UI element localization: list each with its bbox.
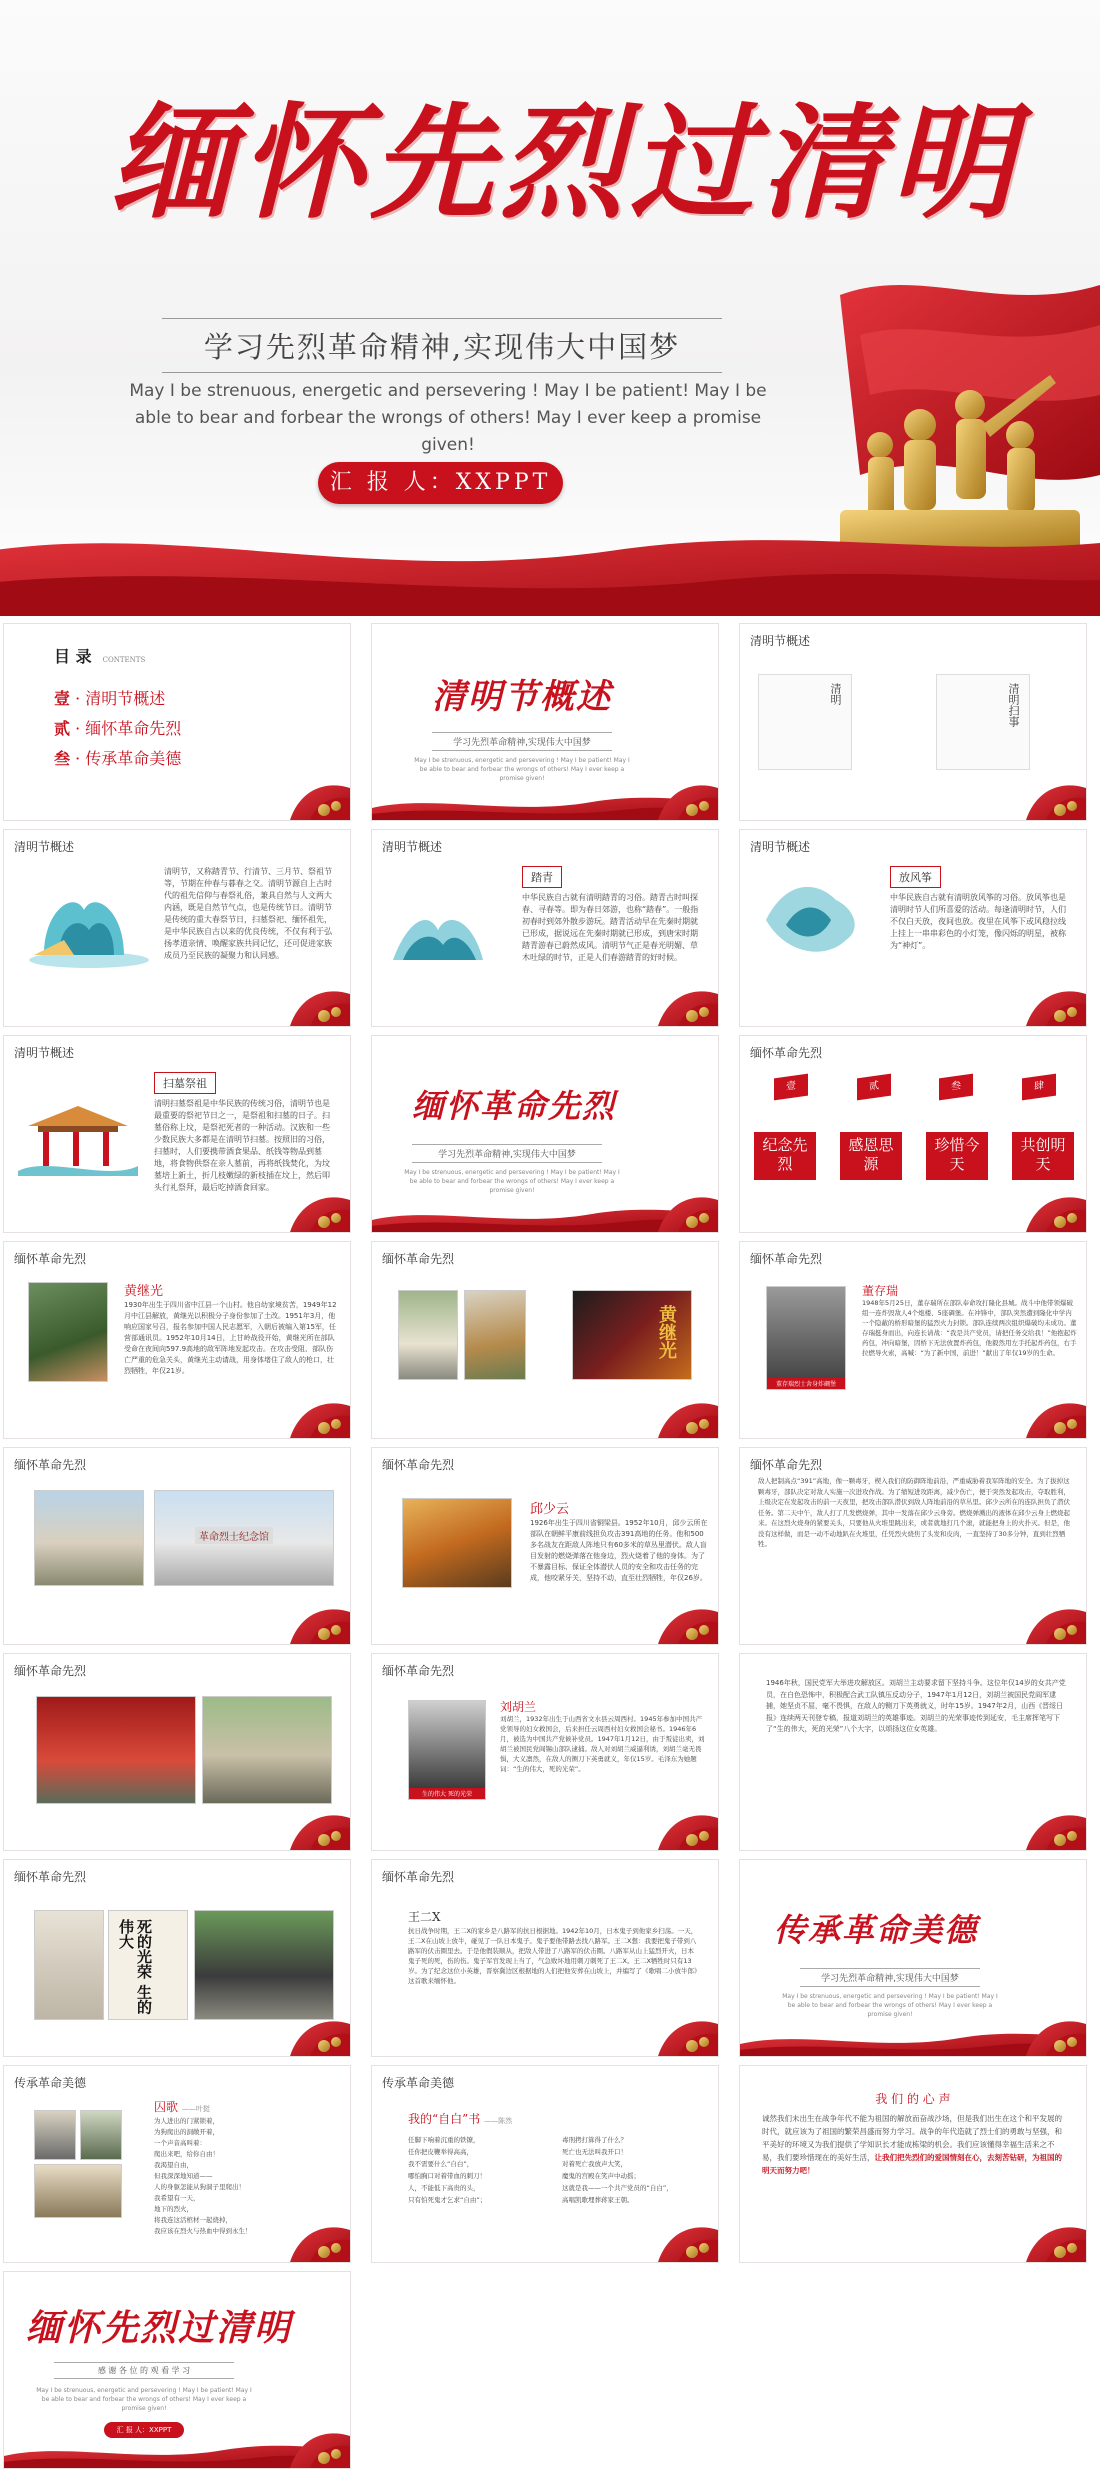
toc-item[interactable]: 叁 · 传承革命美德 [54,749,182,768]
corner-decoration [280,1192,350,1232]
card-3[interactable]: 珍惜今天 [926,1132,988,1180]
cover-slide [0,0,1100,616]
slide-label: 缅怀革命先烈 [382,1252,455,1266]
slide-label: 传承革命美德 [14,2076,87,2090]
s5-text: 中华民族自古就有清明踏青的习俗。踏青古时叫探春、寻春等。即为春日郊游，也称“踏春”。一般指初春时到郊外散步游玩。踏青活动早在先秦时期就已形成，据说远在先秦时期就已形成，到唐宋时期踏青游春已蔚然成风。清明节气正是春光明媚、草木吐绿的时节，正是人们春游踏青的好时候。 [522,893,699,962]
calligraphy-text: 死的光荣 生的伟大 [117,1919,153,2015]
s22-title: 囚歌 ——叶挺 [154,2100,210,2114]
corner-decoration [648,2016,718,2056]
slide-section1[interactable] [372,624,718,820]
slide-label: 清明节概述 [750,634,811,648]
flag-2: 贰 [857,1074,891,1101]
toc-item[interactable]: 壹 · 清明节概述 [54,689,166,708]
s23-left: 任脚下响着沉重的铁镣， 任你把皮鞭举得高高， 我不需要什么“自白”， 哪怕胸口对着带血的刺刀！ 人，不能低下高贵的头， 只有怕死鬼才乞求“自由”； [408,2136,487,2204]
ending-reporter-button[interactable]: 汇 报 人：XXPPT [104,2422,184,2438]
monument-photo [36,1696,196,1804]
stamp-2 [80,2110,122,2160]
slide-17[interactable] [372,1654,718,1850]
slide-14[interactable] [372,1448,718,1644]
slide-13[interactable] [4,1448,350,1644]
corner-decoration [648,1398,718,1438]
flag-1: 壹 [774,1074,808,1101]
slide-label: 缅怀革命先烈 [14,1458,87,1472]
qiu-shaoyun-painting [402,1498,512,1588]
s10-name: 黄继光 [124,1284,164,1299]
s17-text: 刘胡兰，1932年出生于山西省文水县云周西村。1945年参加中国共产党领导的妇女救国会，后来担任云周西村妇女救国会秘书。1946年6月，被选为中国共产党候补党员。1947年1月12日，由于叛徒出卖，刘胡兰被国民党阎锡山部队逮捕。敌人对刘胡兰威逼利诱，刘胡兰毫无畏惧，大义凛然，在敌人的铡刀下英勇就义，年仅15岁。毛泽东为她题词：“生的伟大，死的光荣”。 [500,1715,705,1773]
corner-decoration [648,1604,718,1644]
corner-decoration [280,1604,350,1644]
slide-label: 缅怀革命先烈 [382,1458,455,1472]
corner-decoration [648,2222,718,2262]
slide-label: 缅怀革命先烈 [750,1046,823,1060]
s23-right: 毒刑拷打算得了什么？ 死亡也无法叫我开口！ 对着死亡我放声大笑， 魔鬼的宫殿在笑声中动摇； 这就是我——一个共产党员的“自白”， 高唱凯歌埋葬蒋家王朝。 [562,2136,673,2204]
slide-10[interactable] [4,1242,350,1438]
slide-6[interactable] [740,830,1086,1026]
corner-decoration [648,1810,718,1850]
corner-decoration [1016,1810,1086,1850]
s7-head: 扫墓祭祖 [154,1072,216,1094]
corner-decoration [1016,2016,1086,2056]
book-cover-photo [572,1290,692,1380]
slide-label: 缅怀革命先烈 [14,1252,87,1266]
slide-section3[interactable] [740,1860,1086,2056]
s12-name: 董存瑞 [862,1284,899,1298]
card-2[interactable]: 感恩思源 [840,1132,902,1180]
slide-label: 缅怀革命先烈 [750,1252,823,1266]
section3-english: May I be strenuous, energetic and persevering ! May I be patient! May I be able to bear and forbear the wrongs of others! May I ever keep a promise given! [782,1993,998,2018]
s14-name: 邱少云 [530,1502,570,1517]
cover-red-wave [0,496,1100,616]
corner-decoration [280,2428,350,2468]
landscape-illustration [388,890,488,970]
s12-text: 1948年5月25日，董存瑞所在部队奉命攻打隆化县城。战斗中他带领爆破组一连炸毁敌人4个炮楼、5座碉堡。在冲锋中，部队突然遭到隆化中学内一个隐蔽的桥形暗堡的猛烈火力封锁。部队连续两次组织爆破均未成功。董存瑞挺身而出，向连长请战：“我是共产党员，请把任务交给我！”他抱起炸药包，冲向暗堡，因桥下无法放置炸药包，他毅然用左手托起炸药包，右手拉燃导火索，高喊：“为了新中国，前进！”献出了年仅19岁的生命。 [862,1299,1077,1357]
slide-24[interactable] [740,2066,1086,2262]
soldier-photo [464,1290,526,1380]
slide-7[interactable] [4,1036,350,1232]
flag-3: 叁 [939,1074,973,1101]
s18-text: 1946年秋，国民党军大举进攻解放区。刘胡兰主动要求留下坚持斗争。这位年仅14岁的女共产党员，在白色恐怖中，积极配合武工队镇压反动分子，1947年1月12日，刘胡兰被国民党阎军逮捕，她坚贞不屈，毫不畏惧，在敌人的铡刀下英勇就义，时年15岁。1947年2月，山西《晋绥日报》连续两天刊登专稿，报道刘胡兰的英雄事迹。刘胡兰的光荣事迹传到延安，毛主席挥笔写下了“生的伟大，死的光荣”八个大字，以颂扬这位女英雄。 [766,1679,1066,1733]
tomb-photo [202,1696,332,1804]
liu-hulan-photo [408,1700,486,1800]
slide-label: 清明节概述 [750,840,811,854]
s17-name: 刘胡兰 [500,1700,537,1714]
slide-label: 清明节概述 [14,1046,75,1060]
card-4[interactable]: 共创明天 [1012,1132,1074,1180]
card-row [754,1132,1074,1180]
slide-3[interactable] [740,624,1086,820]
bust-photo [34,1910,104,2020]
toc-list [54,684,181,774]
slide-20[interactable] [372,1860,718,2056]
section1-english: May I be strenuous, energetic and persevering ! May I be patient! May I be able to bear and forbear the wrongs of others! May I ever keep a promise given! [414,757,630,782]
ending-title: 缅怀先烈过清明 [26,2307,293,2349]
corner-decoration [280,986,350,1026]
ending-subtitle: 感 谢 各 位 的 观 看 学 习 [54,2362,234,2379]
corner-decoration [280,1398,350,1438]
scroll-card-1: 清明 [758,674,852,770]
flag-4: 肆 [1022,1074,1056,1101]
slide-9[interactable] [740,1036,1086,1232]
slide-section2[interactable] [372,1036,718,1232]
flag-row [750,1076,1080,1098]
s7-text: 清明扫墓祭祖是中华民族的传统习俗，清明节也是最重要的祭祀节日之一，是祭祖和扫墓的日子。扫墓俗称上坟，是祭祀死者的一种活动。汉族和一些少数民族大多都是在清明节扫墓。按照旧的习俗，扫墓时，人们要携带酒食果品、纸钱等物品到墓地，将食物供祭在亲人墓前，再将纸钱焚化，为坟墓培上新土，折几枝嫩绿的新枝插在坟上，然后叩头行礼祭拜，最后吃掉酒食回家。 [154,1099,330,1192]
corner-decoration [648,986,718,1026]
kite-illustration [756,870,866,970]
s10-text: 1930年出生于四川省中江县一个山村。他自幼家境贫苦，1949年12月中江县解放，黄继光以积极分子身份参加了土改。1951年3月，他响应国家号召，报名参加中国人民志愿军，入朝后被编入第15军，任营部通讯员。1952年10月14日，上甘岭战役开始，黄继光所在部队受命在夜间向597.9高地的敌军阵地发起攻击。在攻击受阻、部队伤亡严重的危急关头，黄继光主动请战，用身体堵住了敌人的枪口，壮烈牺牲，年仅21岁。 [124,1301,337,1375]
slide-4[interactable] [4,830,350,1026]
slide-label: 清明节概述 [14,840,75,854]
s14-text: 1926年出生于四川省铜梁县。1952年10月，邱少云所在部队在朝鲜平康前线担负攻击391高地的任务。他和500多名战友在距敌人阵地只有60多米的草丛里潜伏。敌人盲目发射的燃烧弹落在他身边，烈火烧着了他的身体。为了不暴露目标、保证全体潜伏人员的安全和攻击任务的完成，他咬紧牙关，坚持不动，直至壮烈牺牲，年仅26岁。 [530,1519,708,1582]
memorial-photo [398,1290,458,1380]
slide-label: 传承革命美德 [382,2076,455,2090]
pavilion-illustration [24,870,154,970]
corner-decoration [280,1810,350,1850]
statue-square-photo [34,1490,144,1586]
slide-label: 缅怀革命先烈 [382,1870,455,1884]
photo-caption: 生的伟大 死的光荣 [409,1788,485,1799]
slide-23[interactable] [372,2066,718,2262]
card-1[interactable]: 纪念先烈 [754,1132,816,1180]
stamp-1 [34,2110,76,2160]
s20-name: 王二X [408,1910,441,1924]
stamp-3 [34,2164,122,2218]
slide-ending[interactable] [4,2272,350,2468]
slide-12[interactable] [740,1242,1086,1438]
corner-decoration [1016,1604,1086,1644]
huang-jiguang-photo [28,1282,108,1382]
corner-decoration [280,2222,350,2262]
dong-cunrui-photo [766,1286,846,1390]
slide-label: 缅怀革命先烈 [14,1664,87,1678]
slide-19[interactable] [4,1860,350,2056]
s24-title: 我 们 的 心 声 [875,2092,951,2106]
museum-plaque: 革命烈士纪念馆 [195,1527,273,1544]
slide-label: 清明节概述 [382,840,443,854]
section1-subtitle: 学习先烈革命精神,实现伟大中国梦 [432,732,612,751]
slide-16[interactable] [4,1654,350,1850]
gravestone-photo [194,1910,334,2020]
corner-decoration [280,780,350,820]
scroll-card-2: 清明扫事 [936,674,1030,770]
s23-title: 我的“自白”书 ——陈然 [408,2112,513,2126]
temple-illustration [18,1096,138,1176]
corner-decoration [648,1192,718,1232]
photo-caption: 董存瑞烈士舍身炸碉堡 [767,1378,845,1389]
corner-decoration [1016,986,1086,1026]
museum-photo [154,1490,334,1586]
s22-poem: 为人进出的门紧锁着， 为狗爬出的洞敞开着， 一个声音高叫着： 爬出来吧，给你自由！ 我渴望自由， 但我深深地知道—— 人的身躯怎能从狗洞子里爬出！ 我希望有一天， 地下的烈火， 将我连这活棺材一起烧掉， 我应该在烈火与热血中得到永生！ [154,2117,252,2235]
s6-text: 中华民族自古就有清明放风筝的习俗。放风筝也是清明时节人们所喜爱的活动。每逢清明时节，人们不仅白天放，夜间也放。夜里在风筝下或风稳拉线上挂上一串串彩色的小灯笼，像闪烁的明星，被称为“神灯”。 [890,893,1066,950]
corner-decoration [1016,780,1086,820]
corner-decoration [1016,1398,1086,1438]
toc-title-en: CONTENTS [102,656,146,664]
section2-english: May I be strenuous, energetic and persevering ! May I be patient! May I be able to bear and forbear the wrongs of others! May I ever keep a promise given! [404,1169,620,1194]
s5-head: 踏青 [522,866,562,888]
slide-label: 缅怀革命先烈 [14,1870,87,1884]
toc-title: 目 录 [54,647,92,666]
toc-item[interactable]: 贰 · 缅怀革命先烈 [54,719,182,738]
slide-18[interactable] [740,1654,1086,1850]
section2-subtitle: 学习先烈革命精神,实现伟大中国梦 [412,1144,602,1163]
corner-decoration [1016,1192,1086,1232]
calligraphy-photo [108,1910,188,2020]
s20-text: 抗日战争时期，王二X的家乡是八路军的抗日根据地。1942年10月，日本鬼子到他家乡扫荡。一天，王二X在山坡上放牛，碰见了一队日本鬼子。鬼子要他带路去找八路军。王二X想：我要把鬼子带到八路军的伏击圈里去。于是他假装顺从，把敌人带进了八路军的伏击圈。八路军从山上猛烈开火，日本鬼子死的死，伤的伤。鬼子军官发现上当了，气急败坏地用刺刀刺死了王二X。王二X牺牲时只有13岁。为了纪念这位小英雄，晋察冀边区根据地的人们把他安葬在山坡上，并编写了《歌唱二小放牛郎》这首歌来缅怀他。 [408,1927,698,1985]
cover-english: May I be strenuous, energetic and persevering ! May I be patient! May I be able to bear and forbear the wrongs of others! May I ever keep a promise given! [129,381,767,455]
cover-title: 缅怀先烈过清明 [110,91,1021,236]
section1-title: 清明节概述 [432,677,612,717]
section3-subtitle: 学习先烈革命精神,实现伟大中国梦 [800,1968,980,1987]
s4-text: 清明节，又称踏青节、行清节、三月节、祭祖节等，节期在仲春与暮春之交。清明节源自上古时代的祖先信仰与春祭礼俗，兼具自然与人文两大内涵，既是自然节气点，也是传统节日。清明节是传统的重大春祭节日，扫墓祭祀、缅怀祖先，是中华民族自古以来的优良传统，不仅有利于弘扬孝道亲情、唤醒家族共同记忆，还可促进家族成员乃至民族的凝聚力和认同感。 [164,867,332,960]
section2-title: 缅怀革命先烈 [412,1087,617,1125]
slide-15[interactable] [740,1448,1086,1644]
corner-decoration [648,780,718,820]
corner-decoration [1016,2222,1086,2262]
s24-highlight: 让我们把先烈们的爱国情刻在心，去刻苦钻研，为祖国的明天而努力吧！ [762,2153,1062,2175]
cover-subtitle: 学习先烈革命精神,实现伟大中国梦 [162,318,722,373]
section3-title: 传承革命美德 [774,1911,979,1949]
cover-reporter-button[interactable]: 汇 报 人：XXPPT [318,462,563,504]
s24-text: 诚然我们未出生在战争年代不能为祖国的解放而奋战沙场，但是我们出生在这个和平发展的时代，就应该为了祖国的繁荣昌盛而努力学习。战争的年代造就了烈士们的勇敢与坚强，和平美好的环境又为我们提供了学知识长才能成栋梁的机会。我们应该懂得幸福生活来之不易，我们要珍惜现在的美好生活， [762,2114,1062,2162]
s6-head: 放风筝 [890,866,941,888]
corner-decoration [280,2016,350,2056]
slide-22[interactable] [4,2066,350,2262]
s24-paragraph [762,2112,1068,2177]
slide-5[interactable] [372,830,718,1026]
slide-label: 缅怀革命先烈 [382,1664,455,1678]
slide-11[interactable] [372,1242,718,1438]
slide-toc[interactable] [4,624,350,820]
s15-text: 敌人把制高点“391”高地，像一颗毒牙，楔入我们的防御阵地前沿，严重威胁着我军阵地的安全。为了拔掉这颗毒牙，部队决定对敌人实施一次进攻作战。为了缩短进攻距离，减少伤亡，便于突然发起攻击，夺取胜利，上级决定在发起攻击的前一天夜里，把攻击部队潜伏到敌人阵地前沿的草丛里。邱少云所在的连队担负了潜伏任务。第二天中午，敌人打了几发燃烧弹，其中一发落在邱少云身旁。燃烧弹溅出的液体在邱少云身上燃烧起来。在这烈火烧身的紧要关头，只要他从火堆里跳出来，或者就地打几个滚，就能把身上的火扑灭。但是，他没有这样做，而是一动不动地趴在火堆里，任凭烈火烧焦了头发和皮肉，一直坚持了30多分钟，直到壮烈牺牲。 [758,1477,1070,1548]
book-sign: 黄继光 [656,1305,677,1359]
slide-label: 缅怀革命先烈 [750,1458,823,1472]
ending-english: May I be strenuous, energetic and persevering ! May I be patient! May I be able to bear and forbear the wrongs of others! May I ever keep a promise given! [36,2387,252,2412]
